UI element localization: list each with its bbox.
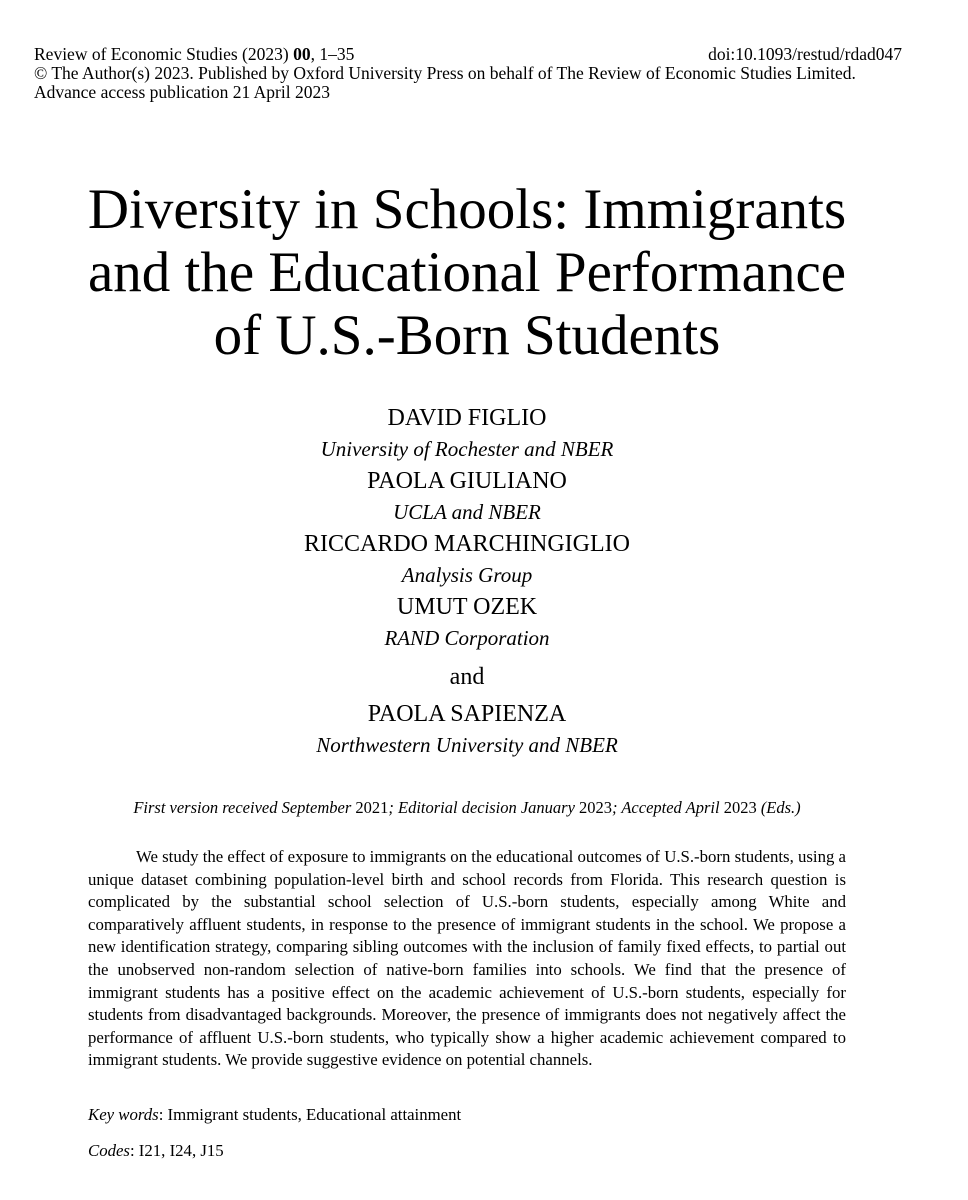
first-version-year: 2021 [355, 798, 389, 817]
title-line-1: Diversity in Schools: Immigrants [87, 178, 847, 241]
abstract: We study the effect of exposure to immigrants on the educational outcomes of U.S.-born students, using a unique dataset combining population-level birth and school records from Florida. This research question is complicated by the substantial school selection of U.S.-born students, especially among White and comparatively affluent students, in response to the presence of immigrant students in the school. We propose a new identification strategy, comparing sibling outcomes with the inclusion of family fixed effects, to partial out the unobserved non-random selection of native-born families into schools. We find that the presence of immigrant students has a positive effect on the academic achievement of U.S.-born students, especially for students from disadvantaged backgrounds. Moreover, the presence of immigrants does not negatively affect the performance of affluent U.S.-born students, who typically show a higher academic achievement compared to immigrant students. We provide suggestive evidence on potential channels. [88, 847, 846, 1070]
author-name: RICCARDO MARCHINGIGLIO [303, 531, 630, 557]
keywords-value: : Immigrant students, Educational attainment [158, 1105, 462, 1124]
codes-value: : I21, I24, J15 [129, 1141, 224, 1160]
author-affiliation: UCLA and NBER [393, 500, 541, 524]
received-dates [0, 797, 934, 819]
doi[interactable]: doi:10.1093/restud/rdad047 [708, 44, 902, 64]
author-name: UMUT OZEK [396, 594, 538, 620]
author-name: DAVID FIGLIO [387, 405, 547, 431]
keywords [88, 1104, 846, 1126]
title-line-2: and the Educational Performance [87, 241, 847, 304]
author-name: PAOLA GIULIANO [367, 468, 567, 494]
journal-name: Review of Economic Studies (2023) [34, 44, 294, 64]
editorial-decision-label: ; Editorial decision January [388, 798, 580, 817]
accepted-year: 2023 [723, 798, 757, 817]
accepted-label: ; Accepted April [612, 798, 724, 817]
first-version-label: First version received September [133, 798, 356, 817]
author-affiliation: Analysis Group [401, 563, 533, 587]
author-affiliation: University of Rochester and NBER [320, 437, 614, 461]
journal-header [34, 45, 902, 102]
codes-label: Codes [88, 1141, 130, 1160]
eds-label: (Eds.) [756, 798, 801, 817]
author-list [0, 402, 934, 761]
editorial-decision-year: 2023 [579, 798, 613, 817]
header-row-top [34, 45, 902, 64]
paper-title [0, 178, 934, 367]
author-affiliation: RAND Corporation [384, 626, 550, 650]
author-name: PAOLA SAPIENZA [367, 701, 567, 727]
advance-access-line: Advance access publication 21 April 2023 [34, 82, 330, 102]
copyright-line: © The Author(s) 2023. Published by Oxford University Press on behalf of The Review of Economic Studies Limited. [34, 63, 856, 83]
author-affiliation: Northwestern University and NBER [316, 733, 618, 757]
journal-volume: 00 [293, 44, 311, 64]
journal-citation [34, 45, 354, 64]
journal-pages: , 1–35 [310, 44, 355, 64]
title-line-3: of U.S.-Born Students [213, 304, 721, 367]
jel-codes [88, 1140, 846, 1162]
and-conjunction: and [449, 664, 485, 690]
keywords-label: Key words [88, 1105, 159, 1124]
